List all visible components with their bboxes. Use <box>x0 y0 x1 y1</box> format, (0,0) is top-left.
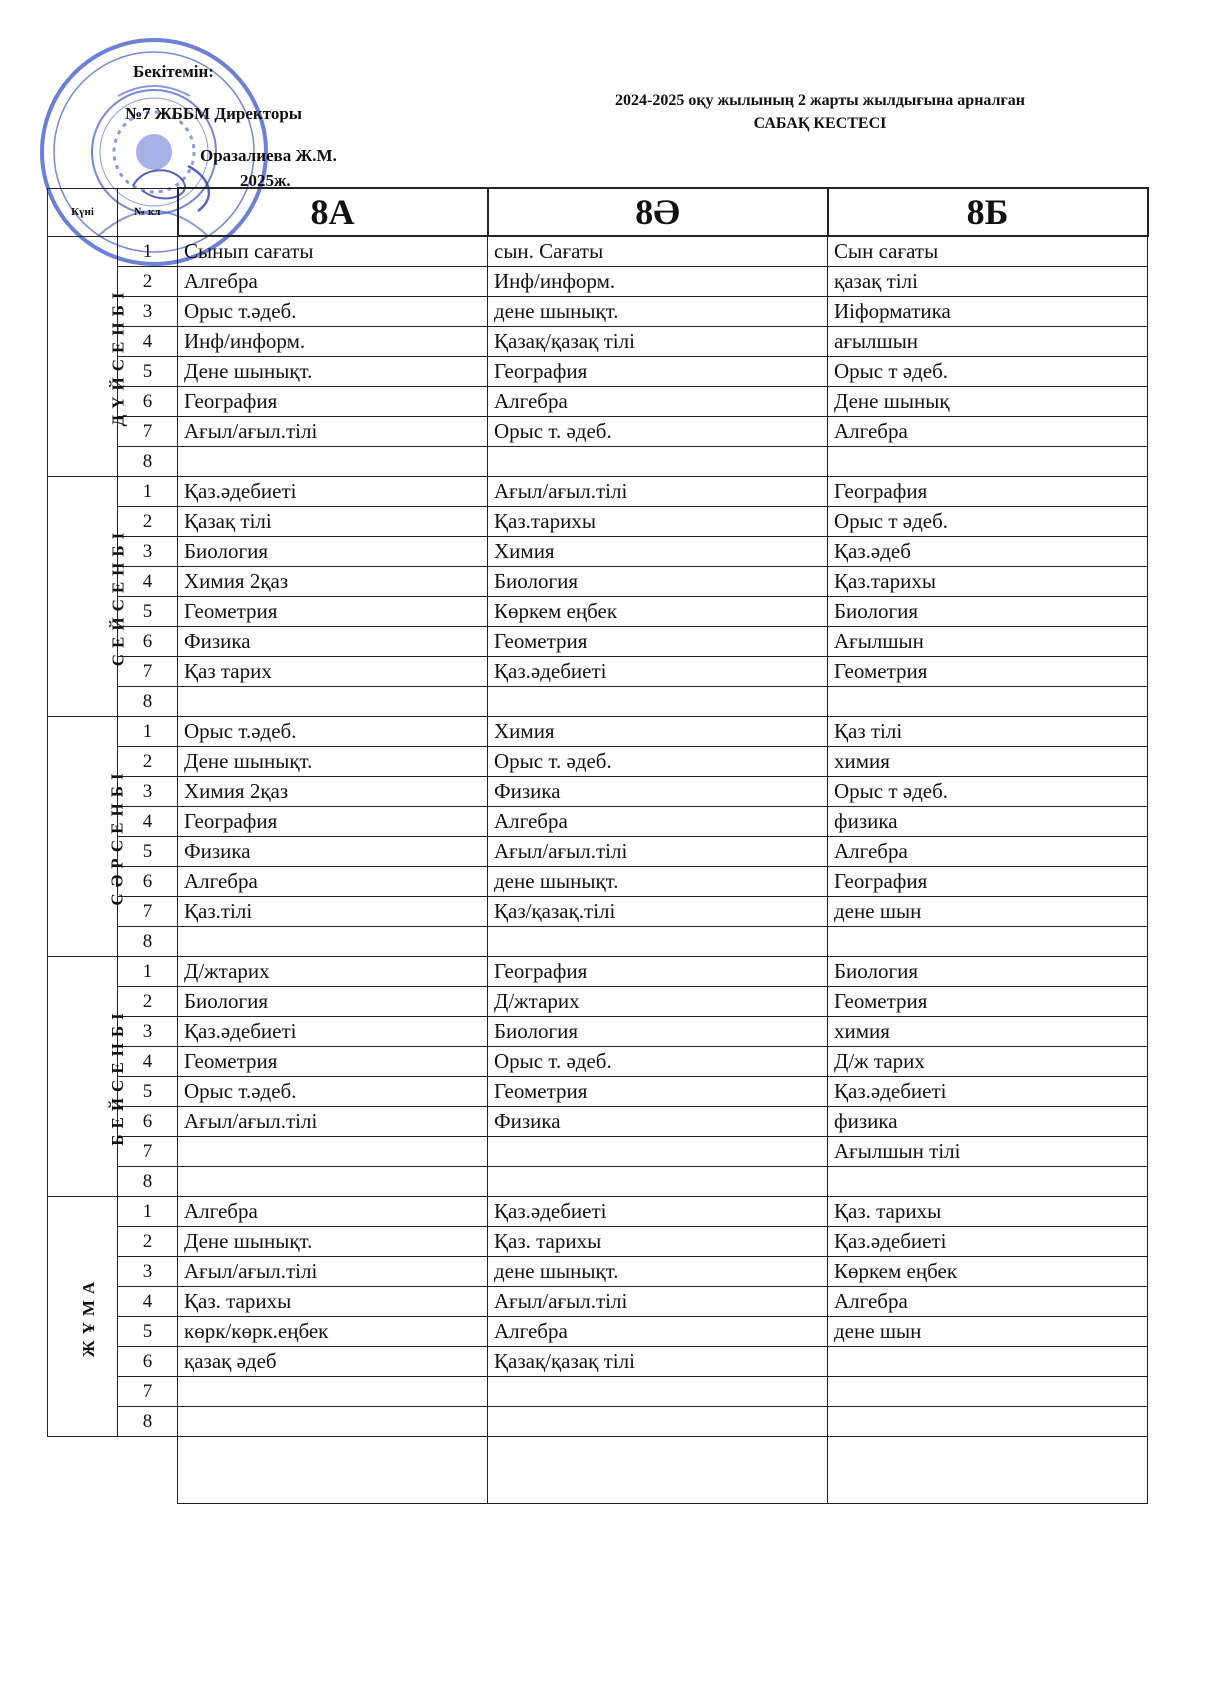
table-row <box>48 1347 1148 1377</box>
lesson-cell: Химия 2қаз <box>178 567 488 597</box>
lesson-number: 7 <box>118 417 178 447</box>
day-name: ЖҰМА <box>79 1275 99 1358</box>
lesson-cell: Биология <box>488 1017 828 1047</box>
table-row <box>48 1407 1148 1437</box>
lesson-cell: Ағыл/ағыл.тілі <box>488 1287 828 1317</box>
lesson-cell: Қаз.әдебиеті <box>178 477 488 507</box>
table-row <box>48 387 1148 417</box>
lesson-number: 7 <box>118 1377 178 1407</box>
lesson-cell: Қаз. тарихы <box>828 1197 1148 1227</box>
day-name-cell <box>48 957 127 1197</box>
table-row <box>48 1257 1148 1287</box>
table-row <box>48 417 1148 447</box>
lesson-cell: Қазақ/қазақ тілі <box>488 327 828 357</box>
lesson-number: 3 <box>118 777 178 807</box>
lesson-cell: География <box>178 387 488 417</box>
lesson-cell <box>828 1377 1148 1407</box>
day-name: СӘРСЕНБІ <box>107 767 127 906</box>
lesson-cell: Дене шынықт. <box>178 1227 488 1257</box>
lesson-cell <box>488 927 828 957</box>
lesson-cell: химия <box>828 1017 1148 1047</box>
table-row <box>48 357 1148 387</box>
lesson-cell: Қаз.тілі <box>178 897 488 927</box>
lesson-number: 4 <box>118 807 178 837</box>
lesson-number: 8 <box>118 1167 178 1197</box>
lesson-number: 4 <box>118 327 178 357</box>
lesson-cell: Қаз. тарихы <box>178 1287 488 1317</box>
lesson-cell: Ағыл/ағыл.тілі <box>178 417 488 447</box>
lesson-cell: көрк/көрк.еңбек <box>178 1317 488 1347</box>
lesson-number: 7 <box>118 657 178 687</box>
lesson-cell: Геометрия <box>828 657 1148 687</box>
lesson-cell: Физика <box>488 1107 828 1137</box>
lesson-cell: Орыс т. әдеб. <box>488 747 828 777</box>
lesson-cell: География <box>178 807 488 837</box>
lesson-cell: Ағыл/ағыл.тілі <box>178 1257 488 1287</box>
table-row <box>48 1077 1148 1107</box>
lesson-cell: Д/жтарих <box>178 957 488 987</box>
lesson-cell: Биология <box>178 537 488 567</box>
lesson-cell: География <box>488 957 828 987</box>
lesson-cell <box>488 687 828 717</box>
lesson-cell: Қазақ тілі <box>178 507 488 537</box>
table-row <box>48 1197 1148 1227</box>
lesson-cell: Химия <box>488 537 828 567</box>
lesson-number: 8 <box>118 447 178 477</box>
lesson-cell: Геометрия <box>178 1047 488 1077</box>
lesson-number: 4 <box>118 1287 178 1317</box>
lesson-cell: Орыс т әдеб. <box>828 357 1148 387</box>
lesson-cell <box>828 1167 1148 1197</box>
empty-cell <box>828 1437 1148 1504</box>
table-row <box>48 1287 1148 1317</box>
day-name-cell <box>48 717 127 957</box>
table-row <box>48 1227 1148 1257</box>
lesson-cell <box>828 1347 1148 1377</box>
lesson-cell: физика <box>828 807 1148 837</box>
empty-cell <box>48 1437 118 1504</box>
lesson-number: 8 <box>118 1407 178 1437</box>
lesson-cell: Қаз тілі <box>828 717 1148 747</box>
lesson-cell <box>178 1377 488 1407</box>
lesson-number: 5 <box>118 597 178 627</box>
table-row <box>48 687 1148 717</box>
lesson-cell: химия <box>828 747 1148 777</box>
table-row <box>48 957 1148 987</box>
lesson-cell: Орыс т әдеб. <box>828 507 1148 537</box>
lesson-cell <box>488 1377 828 1407</box>
lesson-cell: дене шынықт. <box>488 867 828 897</box>
lesson-cell <box>828 927 1148 957</box>
lesson-cell: Инф/информ. <box>178 327 488 357</box>
director-role: №7 ЖББМ Директоры <box>125 104 303 123</box>
lesson-cell: Алгебра <box>178 867 488 897</box>
lesson-cell: ағылшын <box>828 327 1148 357</box>
lesson-number: 7 <box>118 897 178 927</box>
table-row <box>48 507 1148 537</box>
lesson-cell: Қаз.әдебиеті <box>488 657 828 687</box>
lesson-number: 3 <box>118 1017 178 1047</box>
lesson-cell: Ағылшын <box>828 627 1148 657</box>
lesson-cell: География <box>828 867 1148 897</box>
table-row <box>48 837 1148 867</box>
day-name: СЕЙСЕНБІ <box>108 526 128 667</box>
lesson-number: 5 <box>118 1077 178 1107</box>
table-row <box>48 1377 1148 1407</box>
table-row <box>48 927 1148 957</box>
lesson-cell: Дене шынықт. <box>178 747 488 777</box>
lesson-cell: Көркем еңбек <box>488 597 828 627</box>
table-row <box>48 717 1148 747</box>
lesson-cell: Физика <box>178 627 488 657</box>
lesson-cell: Геометрия <box>488 627 828 657</box>
lesson-cell: Д/ж тарих <box>828 1047 1148 1077</box>
table-row <box>48 1167 1148 1197</box>
lesson-cell <box>178 1137 488 1167</box>
lesson-cell: Сын сағаты <box>828 236 1148 267</box>
day-name-cell <box>48 1197 118 1437</box>
lesson-cell: Алгебра <box>488 387 828 417</box>
empty-cell <box>488 1437 828 1504</box>
lesson-cell: сын. Сағаты <box>488 236 828 267</box>
lesson-number: 6 <box>118 627 178 657</box>
lesson-cell: қазақ әдеб <box>178 1347 488 1377</box>
lesson-number: 4 <box>118 1047 178 1077</box>
day-name: ДҮЙСЕНБІ <box>108 286 128 427</box>
approval-title: Бекітемін: <box>133 62 214 81</box>
table-row <box>48 597 1148 627</box>
lesson-cell: Алгебра <box>828 1287 1148 1317</box>
lesson-cell: физика <box>828 1107 1148 1137</box>
table-row <box>48 567 1148 597</box>
table-row <box>48 987 1148 1017</box>
lesson-number: 3 <box>118 1257 178 1287</box>
lesson-cell <box>178 447 488 477</box>
day-name-cell <box>48 477 128 717</box>
lesson-number: 5 <box>118 1317 178 1347</box>
lesson-number: 6 <box>118 1347 178 1377</box>
table-row <box>48 1317 1148 1347</box>
table-row <box>48 807 1148 837</box>
lesson-number: 2 <box>118 267 178 297</box>
day-name: БЕЙСЕНБІ <box>107 1007 127 1146</box>
lesson-cell <box>488 1137 828 1167</box>
lesson-number: 2 <box>118 507 178 537</box>
lesson-number: 3 <box>118 537 178 567</box>
lesson-cell: Геометрия <box>488 1077 828 1107</box>
lesson-cell: Алгебра <box>828 837 1148 867</box>
schedule-title: САБАҚ КЕСТЕСІ <box>753 115 887 132</box>
lesson-number: 7 <box>118 1137 178 1167</box>
lesson-cell: Алгебра <box>828 417 1148 447</box>
lesson-cell: Көркем еңбек <box>828 1257 1148 1287</box>
empty-cell <box>118 1437 178 1504</box>
lesson-number: 4 <box>118 567 178 597</box>
lesson-number: 1 <box>118 477 178 507</box>
table-row <box>48 297 1148 327</box>
empty-cell <box>178 1437 488 1504</box>
lesson-cell: Орыс т.әдеб. <box>178 297 488 327</box>
lesson-schedule-table <box>47 187 1149 1504</box>
lesson-cell: География <box>488 357 828 387</box>
lesson-number: 1 <box>118 957 178 987</box>
table-row <box>48 236 1148 267</box>
day-column-header: Күні <box>48 188 118 236</box>
lesson-cell: Алгебра <box>488 1317 828 1347</box>
director-name: Оразалиева Ж.М. <box>200 146 337 165</box>
lesson-number: 3 <box>118 297 178 327</box>
table-row <box>48 867 1148 897</box>
lesson-number: 8 <box>118 687 178 717</box>
table-row <box>48 1017 1148 1047</box>
day-name-cell <box>48 236 128 477</box>
lesson-cell: Қаз.әдебиеті <box>488 1197 828 1227</box>
lesson-cell: дене шын <box>828 897 1148 927</box>
schedule-period-heading: 2024-2025 оқу жылының 2 жарты жылдығына арналған <box>614 92 1026 109</box>
lesson-cell <box>488 1167 828 1197</box>
class-header-8ae: 8Ә <box>488 188 828 236</box>
lesson-cell: дене шынықт. <box>488 297 828 327</box>
lesson-cell <box>828 1407 1148 1437</box>
lesson-cell: Геометрия <box>178 597 488 627</box>
lesson-cell: Орыс т. әдеб. <box>488 1047 828 1077</box>
lesson-cell: дене шын <box>828 1317 1148 1347</box>
table-row <box>48 267 1148 297</box>
lesson-cell: Орыс т.әдеб. <box>178 717 488 747</box>
lesson-cell: Ағылшын тілі <box>828 1137 1148 1167</box>
class-header-8b: 8Б <box>828 188 1148 236</box>
lesson-number: 2 <box>118 1227 178 1257</box>
lesson-cell: Геометрия <box>828 987 1148 1017</box>
lesson-cell: Қаз.тарихы <box>828 567 1148 597</box>
lesson-number: 2 <box>118 987 178 1017</box>
table-row <box>48 447 1148 477</box>
lesson-number: 2 <box>118 747 178 777</box>
lesson-number: 5 <box>118 357 178 387</box>
lesson-cell: Физика <box>178 837 488 867</box>
lesson-cell: Иіформатика <box>828 297 1148 327</box>
lesson-number: 1 <box>118 1197 178 1227</box>
table-row <box>48 627 1148 657</box>
table-row <box>48 477 1148 507</box>
lesson-cell: Химия 2қаз <box>178 777 488 807</box>
lesson-cell: Қаз.әдебиеті <box>178 1017 488 1047</box>
lesson-cell: Химия <box>488 717 828 747</box>
lesson-cell: География <box>828 477 1148 507</box>
lesson-cell: Д/жтарих <box>488 987 828 1017</box>
lesson-number: 6 <box>118 867 178 897</box>
lesson-cell <box>488 1407 828 1437</box>
lesson-cell: Орыс т.әдеб. <box>178 1077 488 1107</box>
lesson-cell: Биология <box>828 597 1148 627</box>
lesson-cell: Дене шынықт. <box>178 357 488 387</box>
lesson-cell: Биология <box>488 567 828 597</box>
lesson-number: 6 <box>118 387 178 417</box>
schedule-body <box>48 236 1148 1504</box>
table-row <box>48 327 1148 357</box>
lesson-cell: Қаз.әдебиеті <box>828 1077 1148 1107</box>
table-row <box>48 1137 1148 1167</box>
lesson-cell <box>178 1407 488 1437</box>
lesson-number: 1 <box>118 717 178 747</box>
lesson-cell: Ағыл/ағыл.тілі <box>488 837 828 867</box>
table-header-row <box>48 188 1148 236</box>
lesson-cell: Қаз.тарихы <box>488 507 828 537</box>
table-row <box>48 1047 1148 1077</box>
lesson-cell <box>828 687 1148 717</box>
lesson-cell: дене шынықт. <box>488 1257 828 1287</box>
lesson-cell: Алгебра <box>178 267 488 297</box>
lesson-cell: Қаз.әдебиеті <box>828 1227 1148 1257</box>
lesson-cell: Физика <box>488 777 828 807</box>
table-row <box>48 777 1148 807</box>
lesson-cell: Дене шынық <box>828 387 1148 417</box>
table-row <box>48 1107 1148 1137</box>
lesson-cell: Қаз.әдеб <box>828 537 1148 567</box>
lesson-cell <box>828 447 1148 477</box>
lesson-cell: Инф/информ. <box>488 267 828 297</box>
table-row <box>48 897 1148 927</box>
lesson-cell: Қаз/қазақ.тілі <box>488 897 828 927</box>
lesson-number: 8 <box>118 927 178 957</box>
lesson-cell: Қаз тарих <box>178 657 488 687</box>
lesson-cell: Алгебра <box>488 807 828 837</box>
lesson-cell: Биология <box>178 987 488 1017</box>
lesson-number: 5 <box>118 837 178 867</box>
lesson-cell <box>178 1167 488 1197</box>
table-row <box>48 657 1148 687</box>
table-row <box>48 537 1148 567</box>
lesson-cell: Алгебра <box>178 1197 488 1227</box>
approval-date: 2025ж. <box>240 171 291 190</box>
lesson-cell: Ағыл/ағыл.тілі <box>488 477 828 507</box>
lesson-cell: Орыс т. әдеб. <box>488 417 828 447</box>
lesson-cell <box>178 687 488 717</box>
lesson-cell: Қаз. тарихы <box>488 1227 828 1257</box>
empty-trailing-row <box>48 1437 1148 1504</box>
lesson-cell <box>488 447 828 477</box>
lesson-cell: Қазақ/қазақ тілі <box>488 1347 828 1377</box>
lesson-cell: Орыс т әдеб. <box>828 777 1148 807</box>
lesson-number: 6 <box>118 1107 178 1137</box>
lesson-cell: Биология <box>828 957 1148 987</box>
lesson-cell <box>178 927 488 957</box>
lesson-cell: қазақ тілі <box>828 267 1148 297</box>
lesson-cell: Сынып сағаты <box>178 236 488 267</box>
lesson-number-column-header: № кл <box>118 188 178 236</box>
lesson-cell: Ағыл/ағыл.тілі <box>178 1107 488 1137</box>
class-header-8a: 8А <box>178 188 488 236</box>
lesson-number: 1 <box>118 236 178 267</box>
table-row <box>48 747 1148 777</box>
